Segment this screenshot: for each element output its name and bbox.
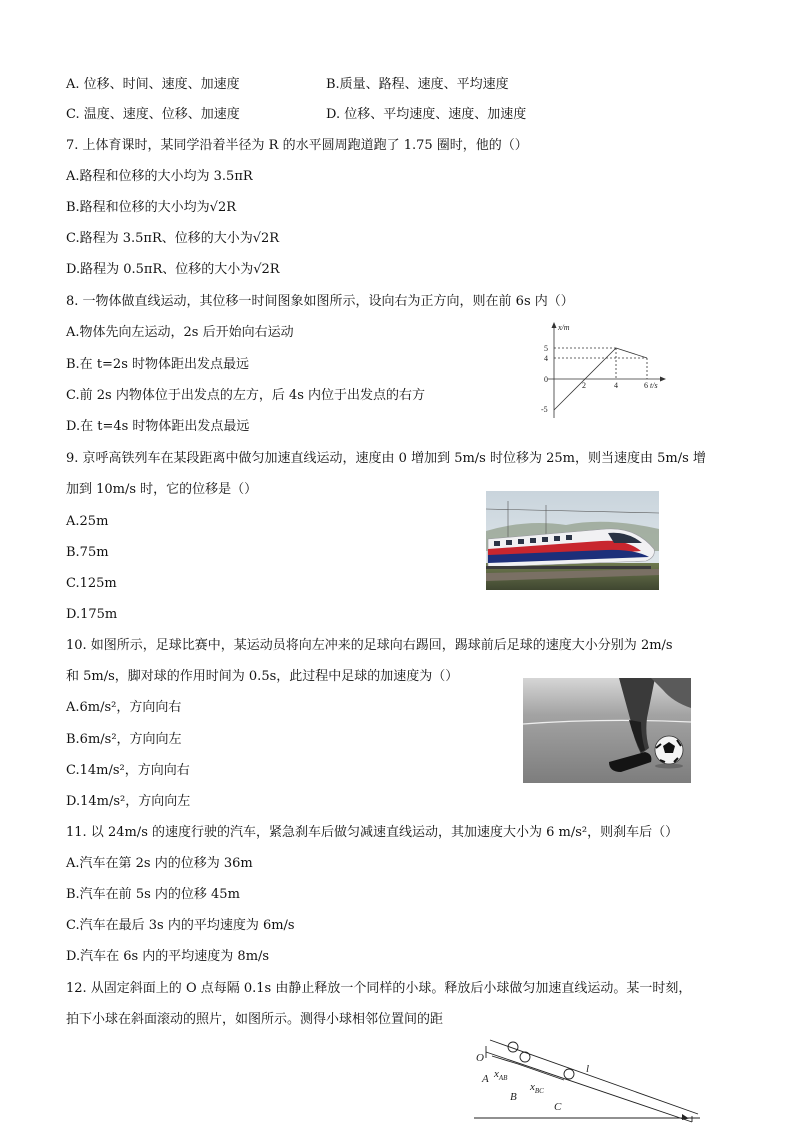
segment-xbc [518,1064,564,1080]
tick-y-0: 0 [544,375,548,384]
tick-y-5: 5 [544,344,548,353]
train-photo [486,491,659,590]
soccer-photo [523,678,691,783]
q7-option-b: B.路程和位移的大小均为√2R [66,200,237,215]
q6-option-b: B.质量、路程、速度、平均速度 [326,77,509,92]
tick-x-4: 4 [614,381,618,390]
label-b: B [510,1091,517,1103]
q7-option-d: D.路程为 0.5πR、位移的大小为√2R [66,262,280,277]
label-xbc [529,1081,544,1095]
q12-incline-figure [468,1030,700,1123]
q7-option-a: A.路程和位移的大小均为 3.5πR [66,169,253,184]
measure-arrow [682,1114,689,1120]
q8-option-b: B.在 t=2s 时物体距出发点最远 [66,357,250,372]
q7-option-c: C.路程为 3.5πR、位移的大小为√2R [66,231,280,246]
q12-stem-line1: 12. 从固定斜面上的 O 点每隔 0.1s 由静止释放一个同样的小球。释放后小球做匀加速直线运动。某一时刻， [66,981,692,996]
label-o: O [476,1052,484,1064]
label-xab-sub: AB [498,1074,508,1082]
y-axis-arrow [552,322,557,328]
q9-option-b: B.75m [66,545,109,560]
q8-option-d: D.在 t=4s 时物体距出发点最远 [66,419,250,434]
x-axis-label: t/s [650,381,658,390]
q9-stem-line1: 9. 京呼高铁列车在某段距离中做匀加速直线运动，速度由 0 增加到 5m/s 时位移为 25m，则当速度由 5m/s 增 [66,451,706,466]
label-xbc-main: x [530,1081,535,1093]
q9-option-c: C.125m [66,576,117,591]
y-axis-label: x/m [558,323,570,332]
label-l: l [586,1063,590,1075]
label-a: A [482,1073,489,1085]
ball-b [520,1052,530,1062]
q9-option-a: A.25m [66,514,109,529]
q7-stem: 7. 上体育课时，某同学沿着半径为 R 的水平圆周跑道跑了 1.75 圈时，他的（） [66,138,528,153]
ball-c [564,1069,574,1079]
label-xab-main: x [494,1068,499,1080]
label-xab [493,1068,508,1082]
q8-xt-graph [530,318,670,424]
q8-option-c: C.前 2s 内物体位于出发点的左方，后 4s 内位于出发点的右方 [66,388,426,403]
label-c: C [554,1101,562,1113]
incline-surface [490,1040,698,1114]
q10-stem-line1: 10. 如图所示，足球比赛中，某运动员将向左冲来的足球向右踢回，踢球前后足球的速度大小分别为 2m/s [66,638,673,653]
tick-x-6: 6 [644,381,648,390]
q8-option-a: A.物体先向左运动，2s 后开始向右运动 [66,325,294,340]
q8-stem: 8. 一物体做直线运动，其位移一时间图象如图所示，设向右为正方向，则在前 6s 内（） [66,294,574,309]
q10-option-a: A.6m/s²，方向向右 [66,700,182,715]
tick-y-4: 4 [544,354,548,363]
q10-option-c: C.14m/s²，方向向右 [66,763,190,778]
tick-x-2: 2 [582,381,586,390]
q11-stem: 11. 以 24m/s 的速度行驶的汽车，紧急刹车后做匀减速直线运动，其加速度大小为 6 m/s²，则刹车后（） [66,825,679,840]
q6-option-d: D. 位移、平均速度、速度、加速度 [326,107,527,122]
q6-option-c: C. 温度、速度、位移、加速度 [66,107,240,122]
q6-option-a: A. 位移、时间、速度、加速度 [66,77,240,92]
q9-option-d: D.175m [66,607,118,622]
q9-stem-line2: 加到 10m/s 时，它的位移是（） [66,482,258,497]
q11-option-b: B.汽车在前 5s 内的位移 45m [66,887,240,902]
q11-option-d: D.汽车在 6s 内的平均速度为 8m/s [66,949,270,964]
x-axis-arrow [660,377,666,382]
q10-option-b: B.6m/s²，方向向左 [66,732,182,747]
graph-segment-fall [616,348,647,358]
segment-xab [492,1056,518,1064]
q11-option-a: A.汽车在第 2s 内的位移为 36m [66,856,253,871]
q10-option-d: D.14m/s²，方向向左 [66,794,191,809]
label-xbc-sub: BC [534,1087,544,1095]
q10-stem-line2: 和 5m/s，脚对球的作用时间为 0.5s，此过程中足球的加速度为（） [66,669,459,684]
tick-y-neg5: -5 [541,405,548,414]
q12-stem-line2: 拍下小球在斜面滚动的照片，如图所示。测得小球相邻位置间的距 [66,1012,444,1027]
q11-option-c: C.汽车在最后 3s 内的平均速度为 6m/s [66,918,295,933]
